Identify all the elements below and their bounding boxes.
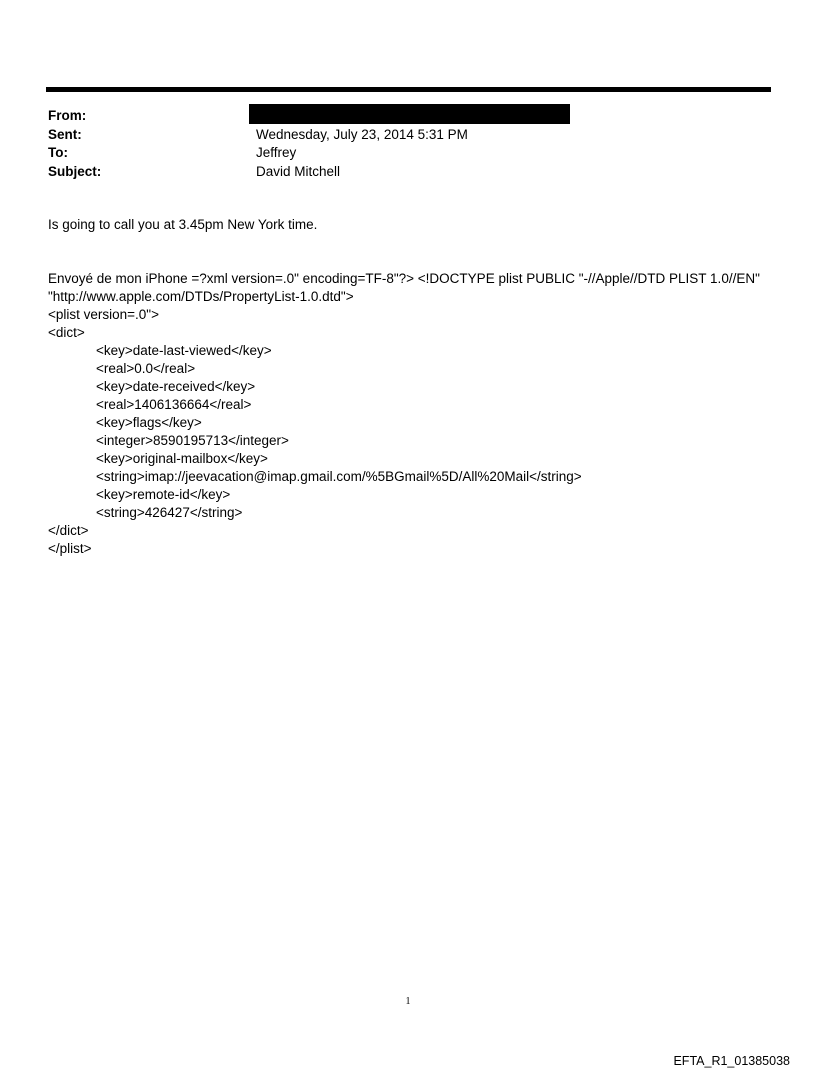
subject-label: Subject: [48, 163, 102, 179]
to-value: Jeffrey [256, 145, 297, 160]
header-divider [46, 87, 771, 92]
message-body: Is going to call you at 3.45pm New York time. [48, 217, 318, 232]
signature-line: </dict> [48, 523, 89, 538]
signature-line: <real>0.0</real> [96, 361, 196, 376]
signature-line: <key>remote-id</key> [96, 487, 231, 502]
sent-value: Wednesday, July 23, 2014 5:31 PM [256, 126, 468, 142]
signature-line: <string>426427</string> [96, 505, 243, 520]
signature-line: <dict> [48, 325, 85, 340]
sent-label: Sent: [48, 126, 82, 142]
redaction-bar [249, 104, 570, 124]
signature-line: <integer>8590195713</integer> [96, 433, 289, 448]
from-label: From: [48, 108, 87, 123]
page-number: 1 [405, 996, 411, 1007]
to-label: To: [48, 145, 68, 160]
signature-line: <real>1406136664</real> [96, 397, 252, 412]
signature-line: </plist> [48, 541, 92, 556]
signature-line: <key>flags</key> [96, 415, 202, 430]
subject-value: David Mitchell [256, 163, 341, 179]
signature-line: "http://www.apple.com/DTDs/PropertyList-1.0.dtd"> [48, 289, 354, 304]
signature-line: <key>date-received</key> [96, 379, 256, 394]
document-id: EFTA_R1_01385038 [673, 1054, 790, 1068]
signature-line: <key>original-mailbox</key> [96, 451, 268, 466]
signature-block [48, 270, 760, 558]
signature-line: <key>date-last-viewed</key> [96, 343, 272, 358]
signature-line: Envoyé de mon iPhone =?xml version=.0" encoding=TF-8"?> <!DOCTYPE plist PUBLIC "-//Apple//DTD PLIST 1.0//EN" [48, 271, 760, 286]
signature-line: <plist version=.0"> [48, 307, 159, 322]
signature-line: <string>imap://jeevacation@imap.gmail.com/%5BGmail%5D/All%20Mail</string> [96, 469, 582, 484]
